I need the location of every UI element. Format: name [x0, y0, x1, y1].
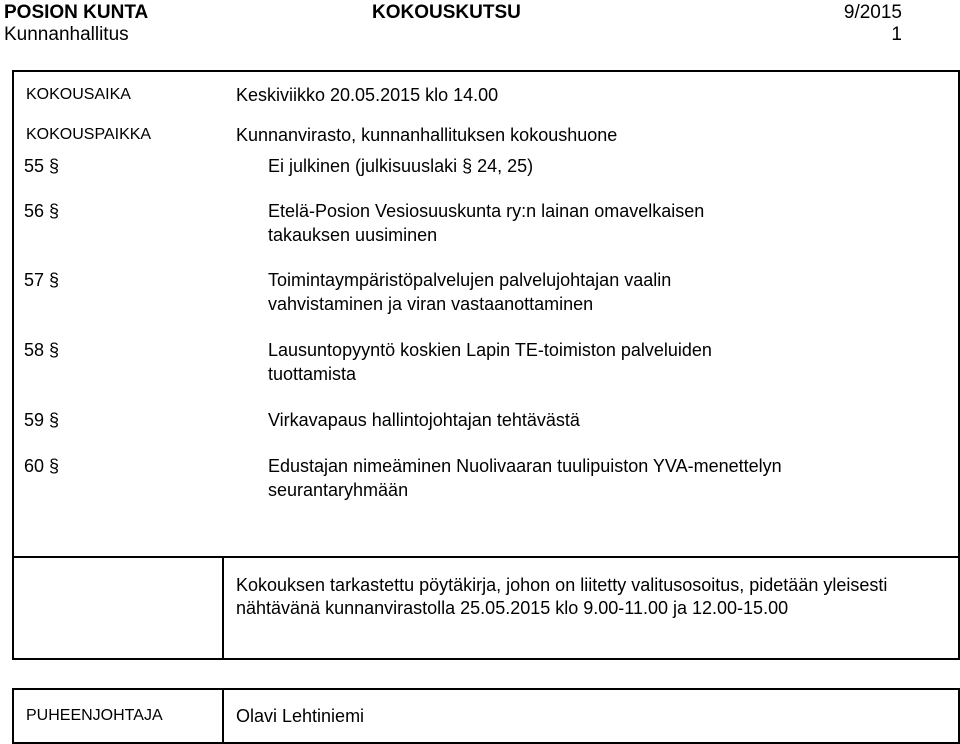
agenda-item-topic: Virkavapaus hallintojohtajan tehtävästä — [268, 410, 580, 430]
notice-divider — [222, 556, 224, 660]
page-number: 1 — [891, 24, 902, 45]
agenda-item-section: 56 § — [24, 201, 60, 221]
municipality-name: POSION KUNTA — [4, 2, 149, 23]
minutes-notice: Kokouksen tarkastettu pöytäkirja, johon on liitetty valitusosoitus, pidetään yleisesti nähtävänä kunnanvirastolla 25.05.2015 klo 9.00-11.00 ja 12.00-15.00 — [236, 575, 888, 618]
document-type: KOKOUSKUTSU — [372, 2, 521, 23]
agenda-item-section: 58 § — [24, 340, 60, 360]
agenda-item-section: 60 § — [24, 456, 60, 476]
meeting-place-label: KOKOUSPAIKKA — [26, 126, 152, 143]
meeting-time-label: KOKOUSAIKA — [26, 86, 131, 103]
agenda-item-section: 57 § — [24, 270, 60, 290]
agenda-item-topic: Ei julkinen (julkisuuslaki § 24, 25) — [268, 156, 534, 176]
meeting-time-value: Keskiviikko 20.05.2015 klo 14.00 — [236, 85, 499, 105]
agenda-item-topic: Edustajan nimeäminen Nuolivaaran tuulipuiston YVA-menettelyn seurantaryhmään — [268, 456, 782, 500]
agenda-item-section: 55 § — [24, 156, 60, 176]
agenda-item-topic: Lausuntopyyntö koskien Lapin TE-toimiston palveluiden tuottamista — [268, 340, 712, 384]
meeting-place-value: Kunnanvirasto, kunnanhallituksen kokoushuone — [236, 125, 618, 145]
chairperson-name: Olavi Lehtiniemi — [236, 706, 365, 726]
agenda-item-topic: Etelä-Posion Vesiosuuskunta ry:n lainan omavelkaisen takauksen uusiminen — [268, 201, 705, 245]
agenda-item-topic: Toimintaympäristöpalvelujen palvelujohtajan vaalin vahvistaminen ja viran vastaanottaminen — [268, 270, 672, 314]
agenda-item-section: 59 § — [24, 410, 60, 430]
chairperson-label: PUHEENJOHTAJA — [26, 707, 163, 724]
document-number: 9/2015 — [843, 2, 902, 23]
signature-divider — [222, 688, 224, 744]
governing-body: Kunnanhallitus — [4, 24, 129, 45]
